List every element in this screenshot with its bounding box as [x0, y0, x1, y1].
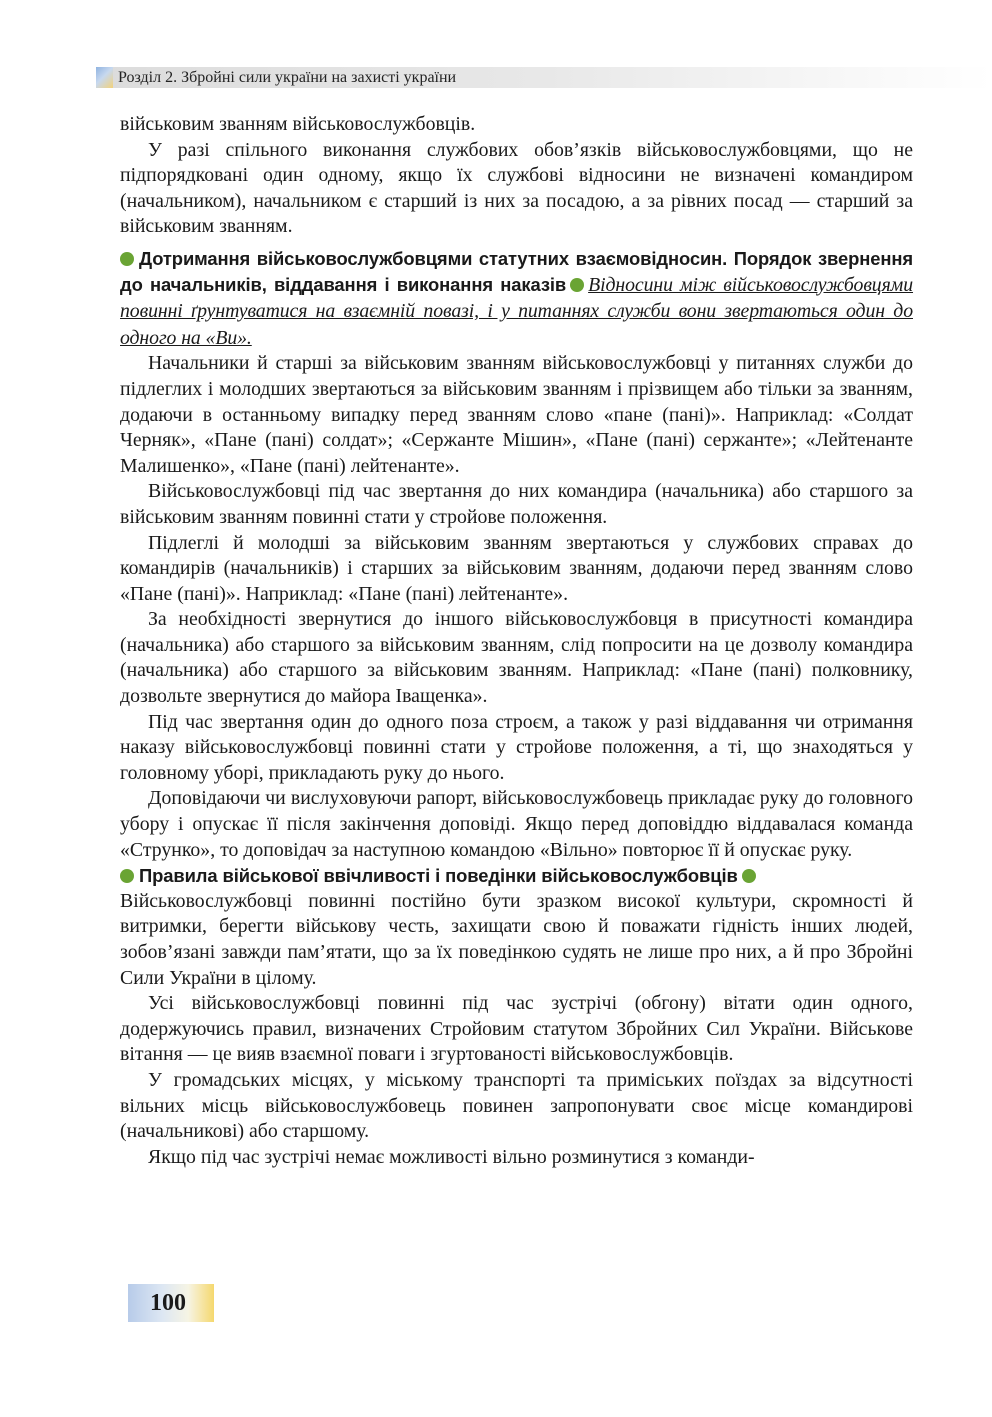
paragraph-continuation: військовим званням військовослужбовців.	[120, 113, 476, 135]
green-dot-icon	[120, 869, 134, 883]
green-dot-icon	[570, 278, 584, 292]
corner-mark-icon	[96, 67, 113, 88]
green-dot-icon	[742, 869, 756, 883]
paragraph: Підлеглі й молодші за військовим званням звертаються у службових справах до командирів (начальників) і старших за військовим званням, додаючи перед званням слово «Пане (пані)». Наприклад: «Пане (пані) лейтенанте».	[120, 531, 913, 605]
page-number: 100	[150, 1290, 186, 1316]
green-dot-icon	[120, 252, 134, 266]
paragraph: Військовослужбовці повинні постійно бути зразком високої культури, скромності й витримки, берегти військову честь, захищати свою й поважати гідність інших людей, зобов’язані завжди пам’ятати, що за їх поведінкою судять не лише про них, а й про Збройні Сили України в цілому.	[120, 889, 913, 989]
section-heading-text: Правила військової ввічливості і поведінки військовослужбовців	[139, 865, 738, 887]
paragraph: Військовослужбовці під час звертання до них командира (начальника) або старшого за військовим званням повинні стати у стройове положення.	[120, 480, 913, 528]
running-header-title: Розділ 2. Збройні сили україни на захисті україни	[118, 69, 457, 86]
section-rule-text: Відносини між військовослужбовцями повинні ґрунтуватися на взаємній повазі, і у питаннях служби вони звертаються один до одного на «Ви».	[120, 273, 914, 349]
paragraph: У разі спільного виконання службових обов’язків військовослужбовцями, що не підпорядковані один одному, якщо їх службові відносини не визначені командиром (начальником), начальником є старший із них за посадою, а за рівних посад — старший за військовим званням.	[120, 138, 913, 238]
paragraph: Доповідаючи чи вислуховуючи рапорт, військовослужбовець прикладає руку до головного убору і опускає її після закінчення доповіді. Якщо перед доповіддю віддавалася команда «Струнко», то доповідач за наступною командою «Вільно» повторює її й опускає руку.	[120, 787, 913, 861]
section-heading-text: Дотримання військовослужбовцями статутних взаємовідносин. Порядок звернення до начальників, віддавання і виконання наказів	[120, 247, 913, 295]
paragraph: За необхідності звернутися до іншого військовослужбовця в присутності командира (начальника) або старшого за військовим званням, слід попросити на це дозволу командира (начальника) або старшого за військовим званням. Наприклад: «Пане (пані) полковнику, дозвольте звернутися до майора Іващенка».	[120, 608, 913, 708]
section-heading-courtesy	[120, 863, 913, 889]
paragraph: Під час звертання один до одного поза строєм, а також у разі віддавання чи отримання наказу військовослужбовці повинні стати у стройове положення, а ті, що знаходяться у головному уборі, прикладають руку до нього.	[120, 710, 913, 784]
page-content	[120, 112, 913, 1170]
paragraph-truncated: Якщо під час зустрічі немає можливості вільно розминутися з команди-	[148, 1145, 755, 1168]
paragraph: Начальники й старші за військовим званням військовослужбовці у питаннях служби до підлеглих і молодших звертаються за військовим званням і прізвищем або тільки за званням, додаючи в останньому випадку перед званням слово «пане (пані)». Наприклад: «Солдат Черняк», «Пане (пані) солдат»; «Сержанте Мішин», «Пане (пані) сержанте»; «Лейтенанте Малишенко», «Пане (пані) лейтенанте».	[120, 352, 913, 477]
paragraph: У громадських місцях, у міському транспорті та приміських поїздах за відсутності вільних місць військовослужбовець повинен запропонувати своє місце командирові (начальникові) або старшому.	[120, 1068, 913, 1143]
paragraph: Усі військовослужбовці повинні під час зустрічі (обгону) вітати один одного, додержуючись правил, визначених Стройовим статутом Збройних Сил України. Військове вітання — це вияв взаємної поваги і згуртованості військовослужбовців.	[120, 992, 913, 1066]
section-heading-interrelations	[120, 246, 913, 351]
